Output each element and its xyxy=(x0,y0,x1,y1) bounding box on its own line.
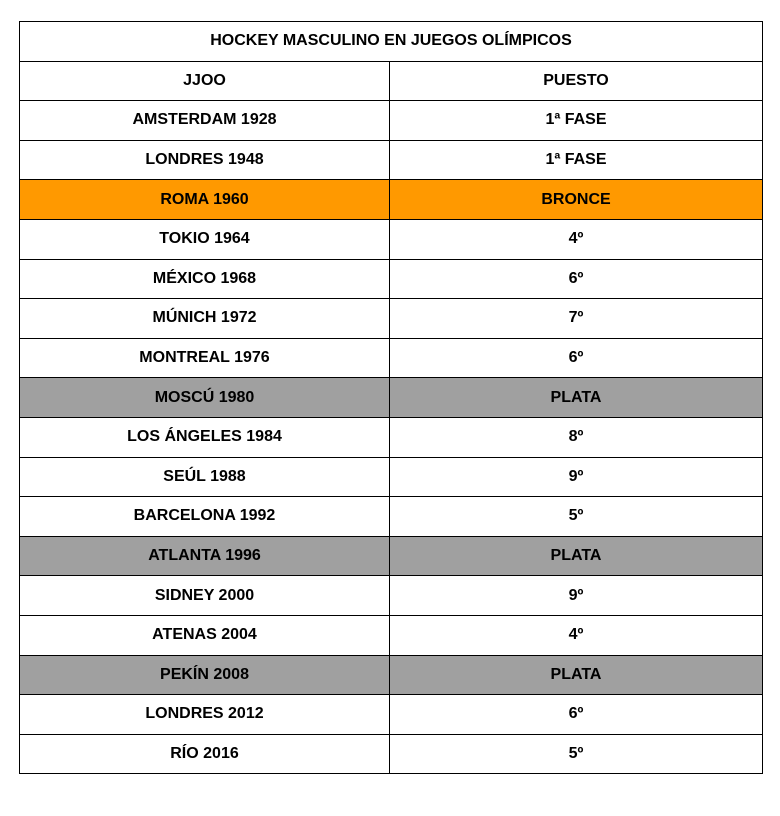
games-cell: ATLANTA 1996 xyxy=(20,536,390,576)
place-cell: 1ª FASE xyxy=(390,101,763,141)
games-cell: MÉXICO 1968 xyxy=(20,259,390,299)
place-cell: 8º xyxy=(390,417,763,457)
games-cell: AMSTERDAM 1928 xyxy=(20,101,390,141)
games-cell: PEKÍN 2008 xyxy=(20,655,390,695)
place-cell: 5º xyxy=(390,497,763,537)
games-cell: LOS ÁNGELES 1984 xyxy=(20,417,390,457)
place-cell: 9º xyxy=(390,457,763,497)
table-row xyxy=(20,457,763,497)
table-row xyxy=(20,299,763,339)
table-row xyxy=(20,338,763,378)
table-row xyxy=(20,576,763,616)
table-row xyxy=(20,101,763,141)
games-cell: LONDRES 1948 xyxy=(20,140,390,180)
place-cell: PLATA xyxy=(390,378,763,418)
table-row xyxy=(20,655,763,695)
place-cell: 4º xyxy=(390,219,763,259)
table-row xyxy=(20,180,763,220)
header-jjoo: JJOO xyxy=(20,61,390,101)
place-cell: 1ª FASE xyxy=(390,140,763,180)
place-cell: 4º xyxy=(390,615,763,655)
table-row xyxy=(20,695,763,735)
games-cell: SEÚL 1988 xyxy=(20,457,390,497)
games-cell: ATENAS 2004 xyxy=(20,615,390,655)
header-puesto: PUESTO xyxy=(390,61,763,101)
games-cell: MOSCÚ 1980 xyxy=(20,378,390,418)
table-row xyxy=(20,140,763,180)
table-row xyxy=(20,417,763,457)
table-row xyxy=(20,259,763,299)
games-cell: RÍO 2016 xyxy=(20,734,390,774)
table-body xyxy=(20,22,763,774)
games-cell: TOKIO 1964 xyxy=(20,219,390,259)
place-cell: 6º xyxy=(390,695,763,735)
games-cell: ROMA 1960 xyxy=(20,180,390,220)
place-cell: BRONCE xyxy=(390,180,763,220)
table-row xyxy=(20,536,763,576)
place-cell: PLATA xyxy=(390,655,763,695)
table-row xyxy=(20,615,763,655)
place-cell: 6º xyxy=(390,259,763,299)
table-row xyxy=(20,734,763,774)
place-cell: 6º xyxy=(390,338,763,378)
header-row xyxy=(20,61,763,101)
games-cell: SIDNEY 2000 xyxy=(20,576,390,616)
title-row xyxy=(20,22,763,62)
olympic-hockey-results-table xyxy=(19,21,763,774)
place-cell: 9º xyxy=(390,576,763,616)
table-row xyxy=(20,378,763,418)
games-cell: MONTREAL 1976 xyxy=(20,338,390,378)
place-cell: PLATA xyxy=(390,536,763,576)
place-cell: 7º xyxy=(390,299,763,339)
place-cell: 5º xyxy=(390,734,763,774)
games-cell: BARCELONA 1992 xyxy=(20,497,390,537)
table-row xyxy=(20,219,763,259)
table-title: HOCKEY MASCULINO EN JUEGOS OLÍMPICOS xyxy=(20,22,763,62)
table-row xyxy=(20,497,763,537)
games-cell: MÚNICH 1972 xyxy=(20,299,390,339)
games-cell: LONDRES 2012 xyxy=(20,695,390,735)
